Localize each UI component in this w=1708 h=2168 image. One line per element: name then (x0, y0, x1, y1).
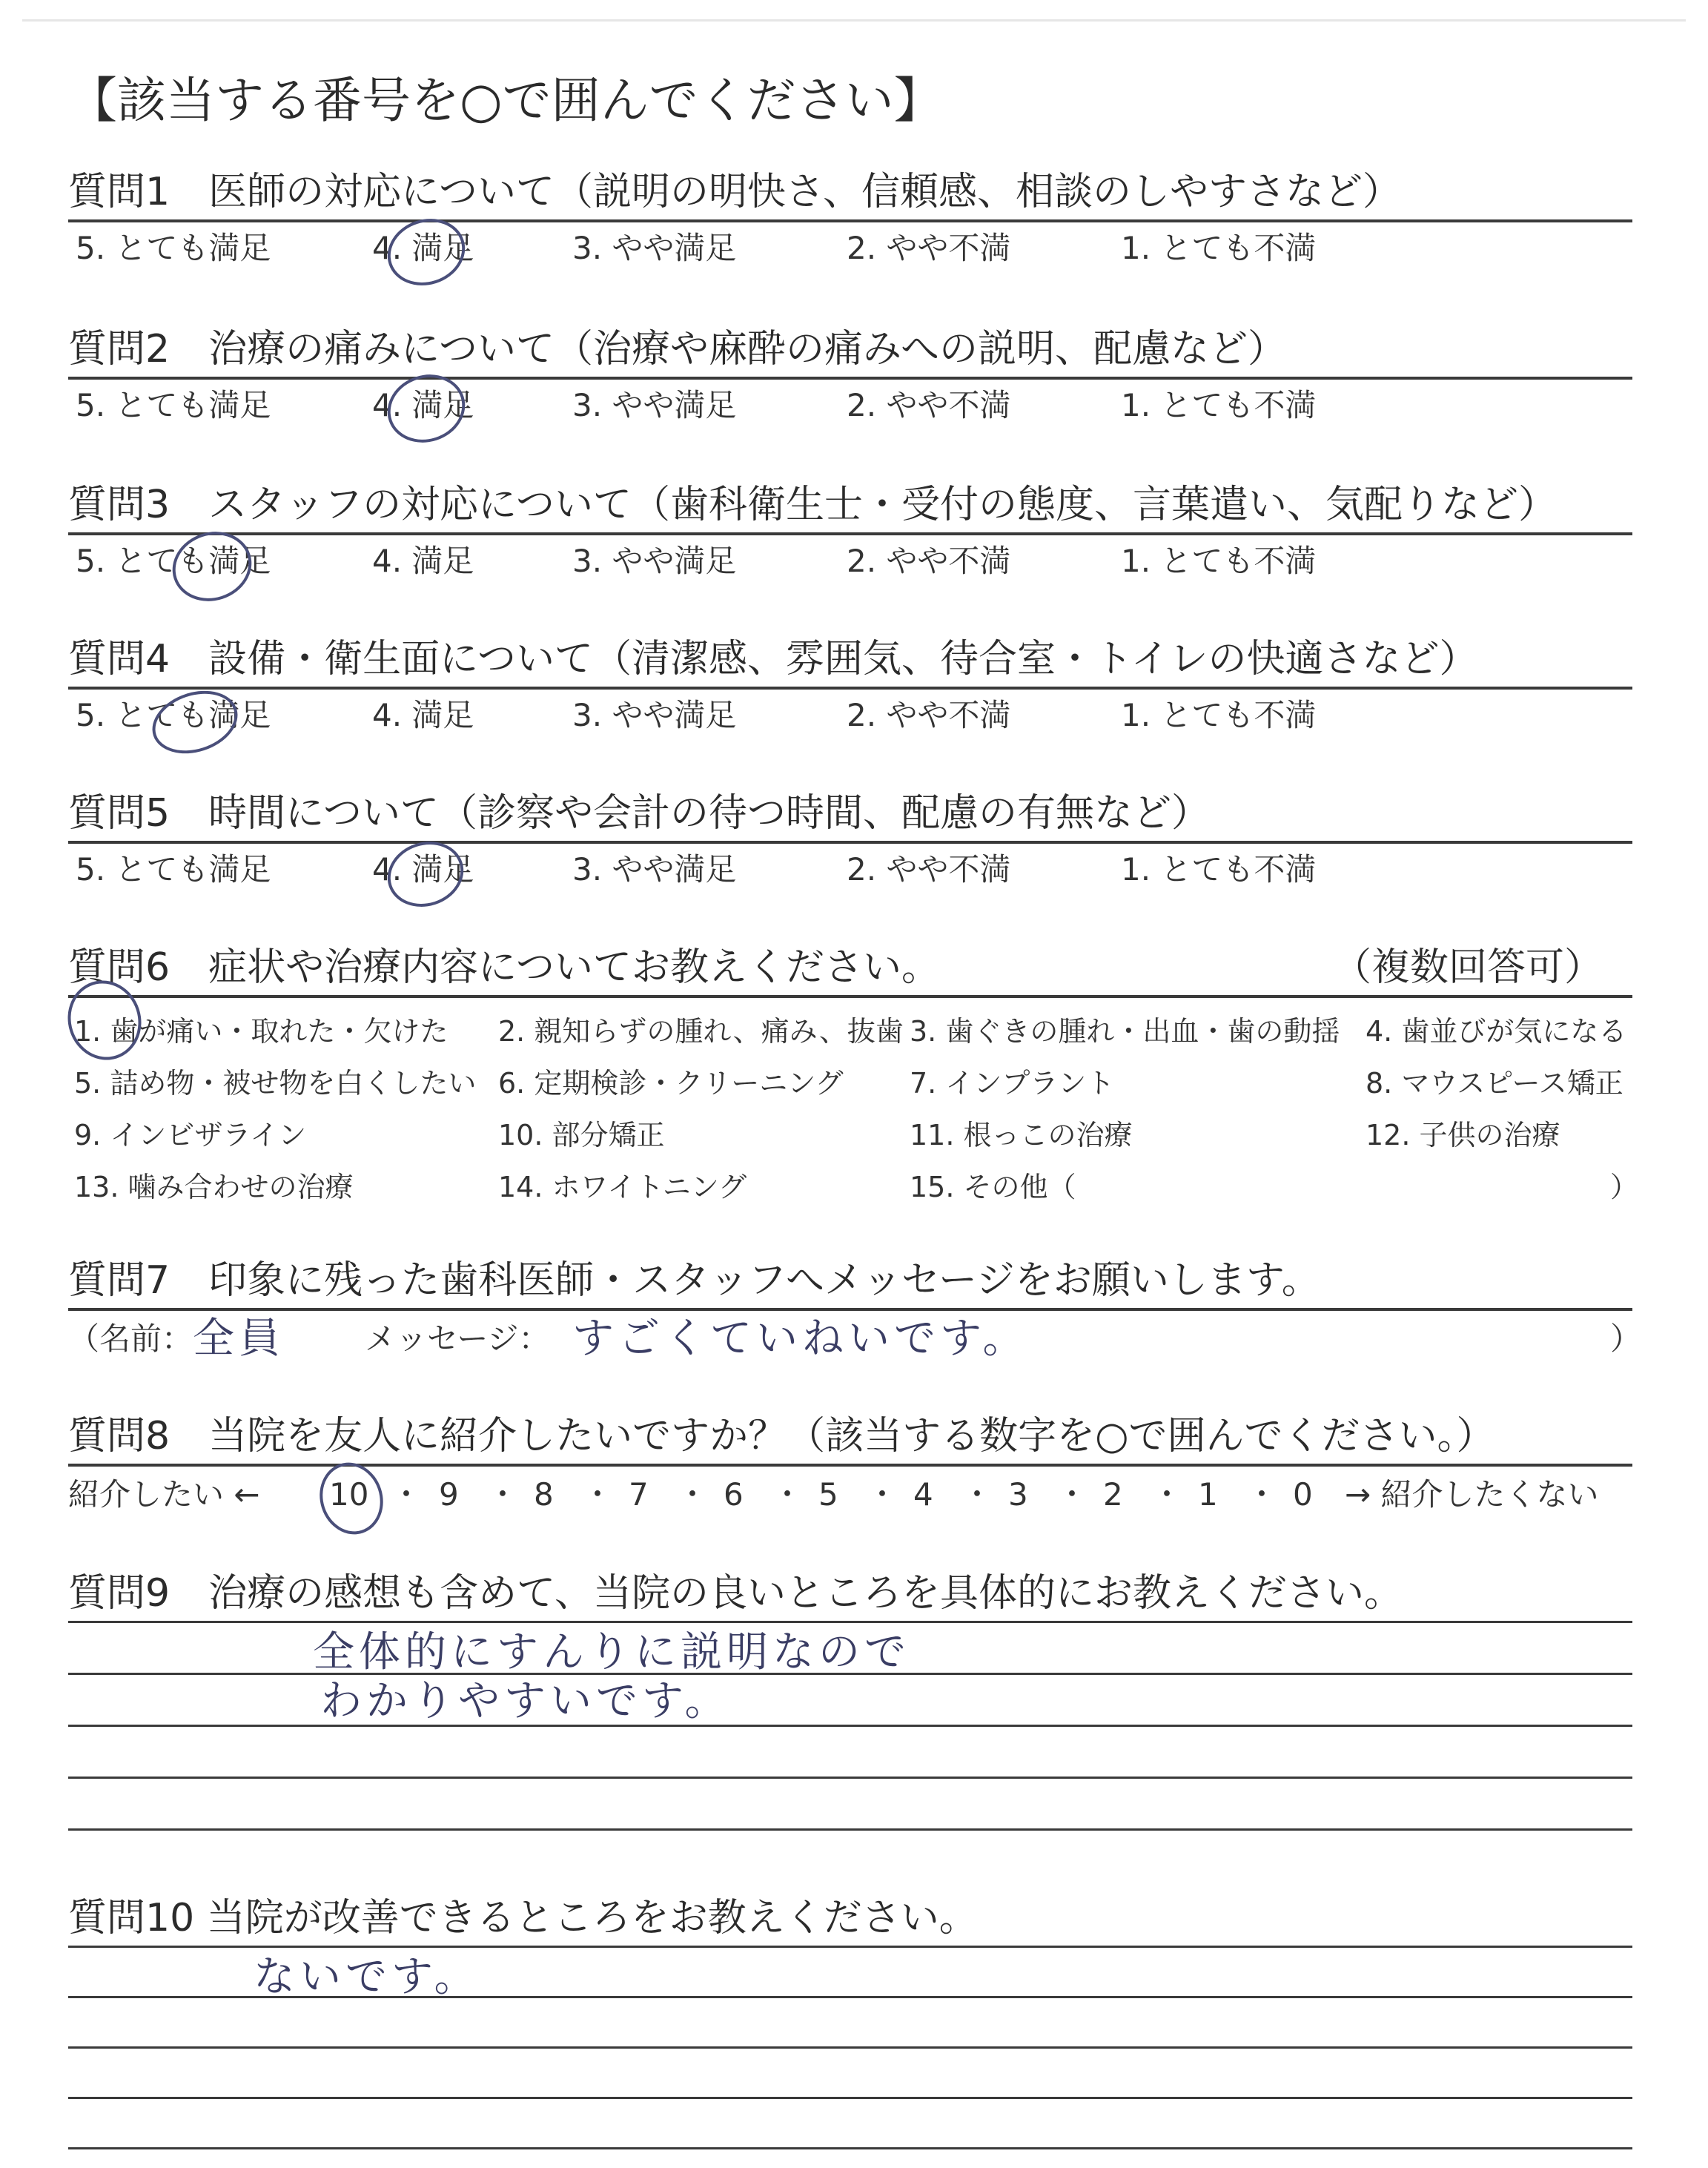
question-10 (68, 1891, 1632, 2168)
symptom-option-9[interactable]: 9. インビザライン (74, 1119, 307, 1151)
symptom-option-15[interactable]: 15. その他（ (910, 1171, 1076, 1203)
referral-number-7[interactable]: 7 (629, 1476, 649, 1513)
question-7-title: 質問7 印象に残った歯科医師・スタッフへメッセージをお願いします。 (68, 1258, 1320, 1303)
question-3-title: 質問3 スタッフの対応について（歯科衛生士・受付の態度、言葉遣い、気配りなど） (68, 483, 1558, 527)
question-6-title-text: 質問6 症状や治療内容についてお教えください。 (68, 945, 941, 990)
question-5 (68, 786, 1632, 896)
referral-right-label: → 紹介したくない (1345, 1476, 1599, 1513)
question-6 (68, 940, 1639, 1220)
question-7-answer (68, 1311, 1642, 1367)
question-6-options (68, 998, 1639, 1220)
scale-option-2[interactable]: 2. やや不満 (847, 697, 1011, 733)
answer-text-line-2: わかりやすいです。 (320, 1677, 731, 1725)
message-value[interactable]: すごくていねいです。 (572, 1315, 1029, 1363)
dot-separator: ・ (677, 1476, 709, 1513)
symptom-option-1[interactable]: 1. 歯が痛い・取れた・欠けた (74, 1015, 448, 1048)
scale-option-2[interactable]: 2. やや不満 (847, 230, 1011, 266)
question-5-title: 質問5 時間について（診察や会計の待つ時間、配慮の有無など） (68, 791, 1211, 836)
symptom-option-2[interactable]: 2. 親知らずの腫れ、痛み、抜歯 (498, 1015, 904, 1048)
referral-number-2[interactable]: 2 (1103, 1476, 1123, 1513)
question-1 (68, 165, 1632, 274)
scale-option-1[interactable]: 1. とても不満 (1121, 697, 1317, 733)
symptom-option-13[interactable]: 13. 噛み合わせの治療 (74, 1171, 354, 1203)
question-10-answer-area[interactable] (68, 1946, 1632, 2168)
referral-number-5[interactable]: 5 (818, 1476, 838, 1513)
answer-line (68, 2147, 1632, 2149)
scale-option-4[interactable]: 4. 満足 (372, 387, 474, 423)
scale-option-5[interactable]: 5. とても満足 (76, 230, 271, 266)
scale-option-1[interactable]: 1. とても不満 (1121, 851, 1317, 888)
answer-line (68, 1725, 1632, 1727)
question-9-answer-area[interactable] (68, 1621, 1632, 1843)
symptom-option-5[interactable]: 5. 詰め物・被せ物を白くしたい (74, 1067, 477, 1100)
question-8 (68, 1409, 1632, 1523)
question-2-title: 質問2 治療の痛みについて（治療や麻酔の痛みへの説明、配慮など） (68, 327, 1287, 371)
dot-separator: ・ (391, 1476, 423, 1513)
scale-option-4[interactable]: 4. 満足 (372, 543, 474, 579)
answer-line (68, 2097, 1632, 2099)
question-2-scale (68, 380, 1632, 432)
answer-line (68, 1828, 1632, 1831)
answer-text-line-1: ないです。 (254, 1953, 480, 2001)
scale-option-2[interactable]: 2. やや不満 (847, 851, 1011, 888)
symptom-option-6[interactable]: 6. 定期検診・クリーニング (498, 1067, 844, 1100)
question-9-title: 質問9 治療の感想も含めて、当院の良いところを具体的にお教えください。 (68, 1571, 1403, 1616)
referral-number-3[interactable]: 3 (1008, 1476, 1028, 1513)
scale-option-4[interactable]: 4. 満足 (372, 851, 474, 888)
symptom-option-4[interactable]: 4. 歯並びが気になる (1366, 1015, 1627, 1048)
scale-option-5[interactable]: 5. とても満足 (76, 387, 271, 423)
referral-number-1[interactable]: 1 (1198, 1476, 1218, 1513)
question-3-scale (68, 535, 1632, 587)
symptom-option-12[interactable]: 12. 子供の治療 (1366, 1119, 1560, 1151)
question-7 (68, 1253, 1642, 1367)
scale-option-2[interactable]: 2. やや不満 (847, 543, 1011, 579)
scale-option-4[interactable]: 4. 満足 (372, 230, 474, 266)
name-label: （名前： (68, 1321, 193, 1357)
scale-option-3[interactable]: 3. やや満足 (572, 230, 737, 266)
symptom-option-3[interactable]: 3. 歯ぐきの腫れ・出血・歯の動揺 (910, 1015, 1340, 1048)
scale-option-1[interactable]: 1. とても不満 (1121, 387, 1317, 423)
page-heading: 【該当する番号を○で囲んでください】 (68, 72, 943, 129)
dot-separator: ・ (961, 1476, 993, 1513)
symptom-option-11[interactable]: 11. 根っこの治療 (910, 1119, 1133, 1151)
message-label: メッセージ： (365, 1321, 550, 1357)
referral-number-9[interactable]: 9 (439, 1476, 459, 1513)
question-6-title (68, 940, 1632, 995)
symptom-option-10[interactable]: 10. 部分矯正 (498, 1119, 665, 1151)
referral-number-6[interactable]: 6 (724, 1476, 744, 1513)
scale-option-3[interactable]: 3. やや満足 (572, 543, 737, 579)
scale-option-2[interactable]: 2. やや不満 (847, 387, 1011, 423)
dot-separator: ・ (487, 1476, 519, 1513)
scale-option-5[interactable]: 5. とても満足 (76, 543, 271, 579)
symptom-option-8[interactable]: 8. マウスピース矯正 (1366, 1067, 1623, 1100)
referral-scale (68, 1467, 1632, 1523)
other-close-paren: ） (1610, 1171, 1639, 1203)
answer-line (68, 1777, 1632, 1779)
scale-option-3[interactable]: 3. やや満足 (572, 697, 737, 733)
scale-option-3[interactable]: 3. やや満足 (572, 387, 737, 423)
referral-number-10[interactable]: 10 (329, 1476, 369, 1513)
dot-separator: ・ (582, 1476, 614, 1513)
dot-separator: ・ (1246, 1476, 1278, 1513)
dot-separator: ・ (772, 1476, 804, 1513)
scale-option-5[interactable]: 5. とても満足 (76, 697, 271, 733)
symptom-option-7[interactable]: 7. インプラント (910, 1067, 1115, 1100)
scale-option-3[interactable]: 3. やや満足 (572, 851, 737, 888)
top-border (22, 19, 1686, 22)
question-9 (68, 1566, 1632, 1843)
referral-left-label: 紹介したい ← (68, 1476, 260, 1513)
selection-circle (311, 1454, 392, 1542)
dot-separator: ・ (1151, 1476, 1183, 1513)
question-5-scale (68, 844, 1632, 896)
question-4 (68, 632, 1632, 741)
question-1-scale (68, 222, 1632, 274)
answer-text-line-1: 全体的にすんりに説明なので (313, 1628, 910, 1676)
name-value[interactable]: 全員 (193, 1315, 285, 1363)
question-10-title: 質問10 当院が改善できるところをお教えください。 (68, 1896, 978, 1940)
scale-option-4[interactable]: 4. 満足 (372, 697, 474, 733)
question-3 (68, 477, 1632, 587)
question-6-note: （複数回答可） (1332, 945, 1603, 990)
question-2 (68, 322, 1632, 432)
question-4-title: 質問4 設備・衛生面について（清潔感、雰囲気、待合室・トイレの快適さなど） (68, 637, 1478, 681)
dot-separator: ・ (867, 1476, 898, 1513)
referral-number-0[interactable]: 0 (1293, 1476, 1313, 1513)
question-1-title: 質問1 医師の対応について（説明の明快さ、信頼感、相談のしやすさなど） (68, 170, 1401, 214)
dot-separator: ・ (1056, 1476, 1088, 1513)
answer-line (68, 2046, 1632, 2049)
referral-number-4[interactable]: 4 (913, 1476, 933, 1513)
scale-option-1[interactable]: 1. とても不満 (1121, 230, 1317, 266)
message-close-paren: ） (1610, 1321, 1642, 1357)
scale-option-1[interactable]: 1. とても不満 (1121, 543, 1317, 579)
symptom-option-14[interactable]: 14. ホワイトニング (498, 1171, 747, 1203)
scale-option-5[interactable]: 5. とても満足 (76, 851, 271, 888)
question-8-title: 質問8 当院を友人に紹介したいですか？（該当する数字を○で囲んでください。） (68, 1414, 1495, 1458)
question-4-scale (68, 690, 1632, 741)
referral-number-8[interactable]: 8 (534, 1476, 554, 1513)
